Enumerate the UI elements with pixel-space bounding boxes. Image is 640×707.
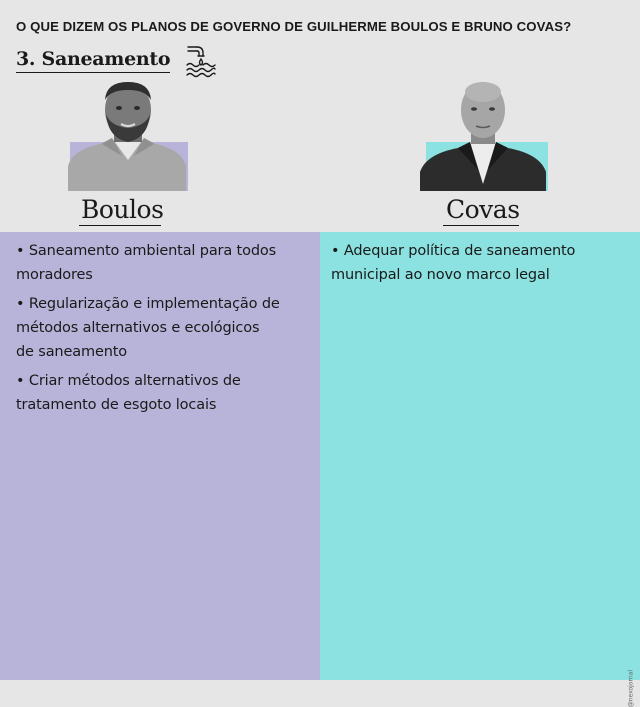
credit-watermark: @nexojornal: [627, 670, 634, 707]
proposal-item: • Criar métodos alternativos de tratamento de esgoto locais: [16, 373, 241, 413]
name-underline-boulos: [79, 225, 161, 226]
proposal-item: • Adequar política de saneamento municipal ao novo marco legal: [331, 243, 576, 283]
section-title: 3. Saneamento: [16, 47, 170, 73]
proposal-item: • Regularização e implementação de métodos alternativos e ecológicos de saneamento: [16, 296, 280, 360]
name-underline-covas: [443, 225, 519, 226]
header: [0, 0, 640, 232]
candidate-name-covas: Covas: [446, 195, 520, 224]
section-heading: [16, 44, 216, 76]
proposal-item: • Saneamento ambiental para todos moradores: [16, 243, 276, 283]
boulos-photo: [66, 80, 188, 191]
boulos-proposals-column: [0, 232, 320, 680]
covas-proposals-column: [320, 232, 640, 707]
water-sanitation-icon: [186, 44, 216, 76]
covas-photo: [418, 80, 548, 191]
candidate-name-boulos: Boulos: [81, 195, 164, 224]
main-title: O QUE DIZEM OS PLANOS DE GOVERNO DE GUILHERME BOULOS E BRUNO COVAS?: [16, 19, 572, 34]
